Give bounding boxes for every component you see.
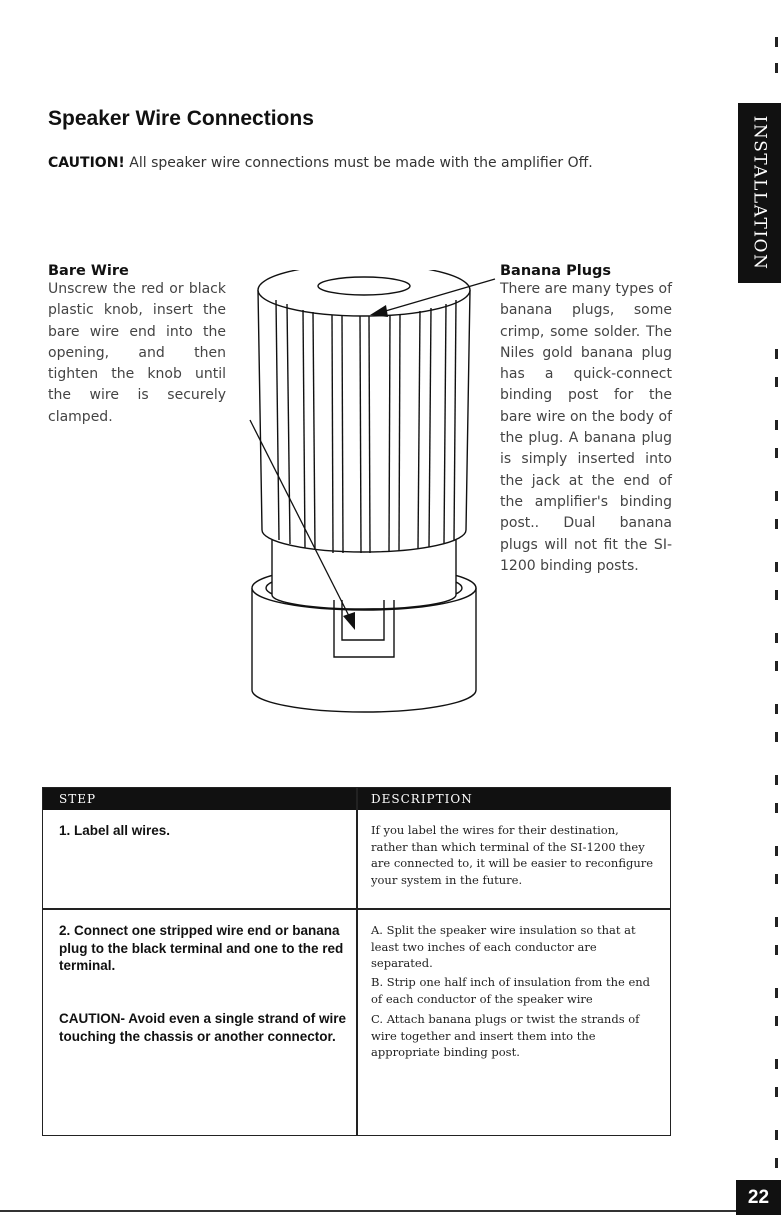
edge-tick [775,519,778,529]
edge-tick [775,1158,778,1168]
bare-wire-body: Unscrew the red or black plastic knob, insert the bare wire end into the opening, and then tighten the knob until the wire is securely clamped. [48,281,226,425]
edge-tick [775,633,778,643]
edge-tick [775,917,778,927]
binding-post-illustration [240,270,510,720]
edge-tick [775,562,778,572]
table-row-divider [43,908,670,910]
edge-tick [775,988,778,998]
edge-tick [775,1059,778,1069]
edge-tick [775,846,778,856]
section-tab-label: INSTALLATION [749,115,770,271]
edge-tick [775,491,778,501]
edge-tick [775,732,778,742]
table-row-2-description-c: C. Attach banana plugs or twist the strands of wire together and insert them into the appropriate binding post. [371,1012,640,1059]
page-heading: Speaker Wire Connections [48,107,314,130]
edge-tick [775,37,778,47]
bare-wire-title: Bare Wire [48,263,129,279]
banana-plugs-title: Banana Plugs [500,263,612,279]
banana-plugs-section [500,263,672,577]
edge-tick [775,661,778,671]
edge-tick [775,704,778,714]
caution-label: CAUTION! [48,155,125,171]
edge-tick [775,448,778,458]
edge-tick [775,377,778,387]
table-row-2-description-a: A. Split the speaker wire insulation so that at least two inches of each conductor are separated. [371,923,636,970]
page-number: 22 [736,1180,781,1215]
caution-text: All speaker wire connections must be made with the amplifier Off. [129,155,593,171]
section-tab [738,103,781,283]
table-row-2-caution: CAUTION- Avoid even a single strand of wire touching the chassis or another connector. [59,1011,347,1044]
table-column-divider [356,788,358,1135]
edge-tick [775,420,778,430]
edge-tick [775,1016,778,1026]
edge-tick [775,874,778,884]
edge-tick [775,349,778,359]
footer-rule [0,1210,736,1212]
edge-tick [775,775,778,785]
edge-tick [775,945,778,955]
bare-wire-section [48,263,226,428]
edge-tick [775,590,778,600]
edge-tick [775,63,778,73]
table-header-step: STEP [43,788,356,810]
table-row-2-step: 2. Connect one stripped wire end or banana plug to the black terminal and one to the red terminal. [59,923,344,973]
table-row-2-description-b: B. Strip one half inch of insulation from the end of each conductor of the speaker wire [371,975,651,1006]
table-row-1-step: 1. Label all wires. [59,823,171,838]
table-row-1-description: If you label the wires for their destination, rather than which terminal of the SI-1200 they are connected to, it will be easier to reconfigure your system in the future. [371,823,654,887]
edge-tick [775,1130,778,1140]
table-header-description: DESCRIPTION [357,788,670,810]
edge-tick [775,803,778,813]
steps-table [42,787,671,1136]
banana-plugs-body: There are many types of banana plugs, some crimp, some solder. The Niles gold banana plug has a quick-connect binding post for the bare wire on the body of the plug. A banana plug is simply inserted into the jack at the end of the amplifier's binding post.. Dual banana plugs will not fit the SI-1200 binding posts. [500,281,672,574]
caution-note [48,155,593,171]
edge-tick [775,1087,778,1097]
